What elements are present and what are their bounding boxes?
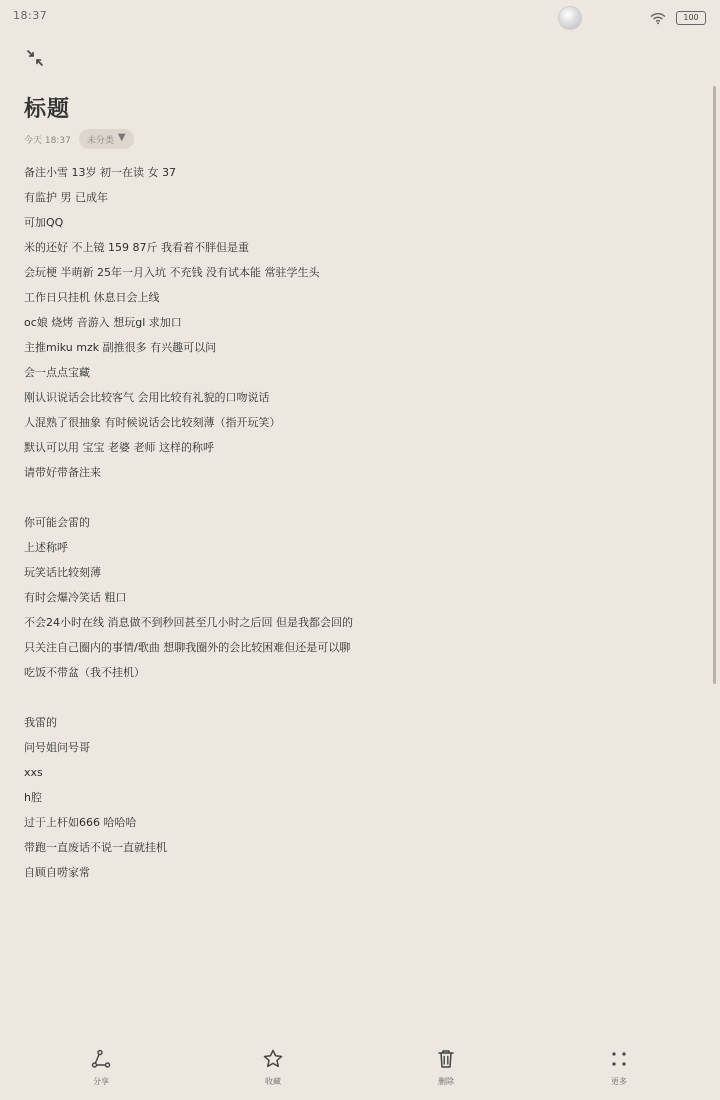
content-line: xxs — [24, 766, 43, 779]
content-line: 你可能会雷的 — [24, 516, 90, 529]
content-line: 备注小雪 13岁 初一在读 女 37 — [24, 166, 176, 179]
content-line: 工作日只挂机 休息日会上线 — [24, 291, 160, 304]
content-line: 刚认识说话会比较客气 会用比较有礼貌的口吻说话 — [24, 391, 270, 404]
battery-indicator: 100 — [676, 11, 706, 25]
content-line — [24, 685, 664, 710]
wifi-icon — [650, 11, 666, 25]
category-label: 未分类 — [86, 135, 114, 146]
share-label: 分享 — [93, 1077, 109, 1086]
content-line: h腔 — [24, 791, 42, 804]
share-icon — [90, 1048, 112, 1070]
content-line: 不会24小时在线 消息做不到秒回甚至几小时之后回 但是我都会回的 — [24, 616, 353, 629]
content-line: 带跑一直废话不说一直就挂机 — [24, 841, 167, 854]
collapse-button[interactable] — [22, 45, 48, 71]
status-right-group — [616, 6, 706, 30]
more-label: 更多 — [611, 1077, 627, 1086]
bottom-action-bar — [0, 1048, 720, 1094]
content-line: 有时会爆冷笑话 粗口 — [24, 591, 127, 604]
category-selector[interactable] — [79, 129, 134, 149]
content-line: 只关注自己圈内的事情/歌曲 想聊我圈外的会比较困难但还是可以聊 — [24, 641, 351, 654]
delete-label: 删除 — [438, 1077, 454, 1086]
content-line: 默认可以用 宝宝 老婆 老师 这样的称呼 — [24, 441, 214, 454]
more-icon — [608, 1048, 630, 1070]
content-line: 自顾自唠家常 — [24, 866, 90, 879]
scrollbar[interactable] — [713, 86, 716, 684]
content-line: 吃饭不带盆（我不挂机） — [24, 666, 145, 679]
content-line: 我雷的 — [24, 716, 57, 729]
star-icon — [262, 1048, 284, 1070]
content-line: 人混熟了很抽象 有时候说话会比较刻薄（指开玩笑） — [24, 416, 281, 429]
avatar — [558, 6, 582, 30]
note-content[interactable] — [24, 160, 664, 885]
favorite-button[interactable] — [238, 1048, 308, 1087]
more-button[interactable] — [584, 1048, 654, 1087]
trash-icon — [435, 1048, 457, 1070]
note-meta — [24, 129, 134, 149]
content-line: 上述称呼 — [24, 541, 68, 554]
content-line: 过于上杆如666 哈哈哈 — [24, 816, 137, 829]
content-line: 会玩梗 半萌新 25年一月入坑 不充钱 没有试本能 常驻学生头 — [24, 266, 320, 279]
share-button[interactable] — [66, 1048, 136, 1087]
content-line: 主推miku mzk 副推很多 有兴趣可以问 — [24, 341, 217, 354]
content-line: 米的还好 不上镜 159 87斤 我看着不胖但是重 — [24, 241, 249, 254]
chevron-down-icon: ▼ — [117, 132, 126, 143]
content-line: 有监护 男 已成年 — [24, 191, 108, 204]
content-line: 会一点点宝藏 — [24, 366, 90, 379]
content-line: 问号姐问号哥 — [24, 741, 90, 754]
status-time: 18:37 — [13, 9, 48, 22]
note-title[interactable]: 标题 — [24, 97, 71, 122]
content-line: oc娘 烧烤 音游入 想玩gl 求加口 — [24, 316, 182, 329]
content-line: 玩笑话比较刻薄 — [24, 566, 101, 579]
content-line — [24, 485, 664, 510]
content-line: 可加QQ — [24, 216, 64, 229]
delete-button[interactable] — [411, 1048, 481, 1087]
status-bar — [0, 0, 720, 30]
favorite-label: 收藏 — [265, 1077, 281, 1086]
content-line: 请带好带备注来 — [24, 466, 101, 479]
note-timestamp: 今天 18:37 — [24, 135, 71, 146]
collapse-icon — [25, 48, 45, 68]
